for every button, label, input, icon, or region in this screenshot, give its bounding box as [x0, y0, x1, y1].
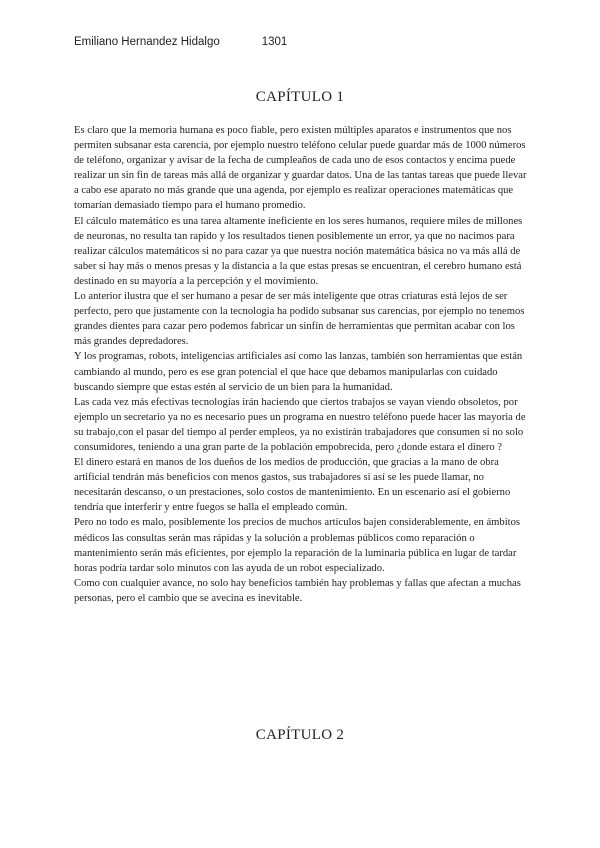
paragraph-3: Lo anterior ilustra que el ser humano a pesar de ser más inteligente que otras criaturas está lejos de ser perfecto, pero que justamente con la tecnologia ha podido subsanar sus carencias, por ejemplo no tenemos grandes dientes para cazar pero podemos fabricar un sinfín de herramientas que permitan acabar con los más grandes depredadores. [74, 291, 525, 348]
paragraph-6: El dinero estará en manos de los dueños de los medios de producción, que gracias a la mano de obra artificial tendrán más beneficios con menos gastos, sus trabajadores si así se les puede llamar, no necesitarán descanso, o un prestaciones, solo costos de mantenimiento. En un escenario así el gobierno tendría que interferir y entre fuegos se halla el empleado común. [74, 457, 511, 514]
paragraph-4: Y los programas, robots, inteligencias artificiales así como las lanzas, también son herramientas que están cambiando al mundo, pero es ese gran potencial el que hace que debamos manipularlas con cuidado buscando siempre que estas estén al servicio de un bien para la humanidad. [74, 351, 523, 393]
paragraph-1: Es claro que la memoria humana es poco fiable, pero existen múltiples aparatos e instrumentos que nos permiten subsanar esta carencia, por ejemplo nuestro teléfono celular puede guardar más de 1000 números de teléfono, organizar y avisar de la fecha de cumpleaños de cada uno de esos contactos y encima puede realizar un sin fin de tareas más allá de organizar y guardar datos. Una de las tantas tareas que puede llevar a cabo ese aparato no más grande que una agenda, por ejemplo es realizar operaciones matemáticas que tomarían demasiado tiempo para el humano promedio. [74, 125, 527, 212]
paragraph-2: El cálculo matemático es una tarea altamente ineficiente en los seres humanos, requiere miles de millones de neuronas, no resulta tan rapido y los resultados tienen posiblemente un error, ya que no nacimos para realizar cálculos matemáticos si no para cazar ya que nuestra noción matemática básica no va más allá de saber si hay más o menos presas y la distancia a la que estas presas se encuentran, el cerebro humano está destinado en su mayoría a la percepción y el movimiento. [74, 215, 523, 287]
paragraph-5: Las cada vez más efectivas tecnologías irán haciendo que ciertos trabajos se vayan viendo obsoletos, por ejemplo un secretario ya no es necesario pues un programa en nuestro teléfono puede hacer las mayoria de su trabajo,con el pasar del tiempo al perder empleos, ya no existirán trabajadores que consumen si no solo consumidores, teniendo a una gran parte de la población empobrecida, pero ¿donde estara el dinero ? [74, 396, 526, 453]
chapter-1-body [74, 123, 532, 606]
author-name: Emiliano Hernandez Hidalgo [74, 36, 220, 48]
chapter-2-title: CAPÍTULO 2 [255, 727, 345, 743]
page-header [74, 36, 287, 48]
chapter-1-title: CAPÍTULO 1 [255, 89, 345, 105]
paragraph-8: Como con cualquier avance, no solo hay beneficios también hay problemas y fallas que afectan a muchas personas, pero el cambio que se avecina es inevitable. [74, 577, 521, 604]
paragraph-7: Pero no todo es malo, posiblemente los precios de muchos artículos bajen considerablemente, en ámbitos médicos las consultas serán mas rápidas y la solución a problemas públicos como reparación o mantenimiento serán más eficientes, por ejemplo la reparación de la luminaria pública en lugar de tardar horas podría tardar solo minutos con las ayuda de un robot especializado. [74, 517, 521, 574]
course-code: 1301 [261, 36, 288, 48]
